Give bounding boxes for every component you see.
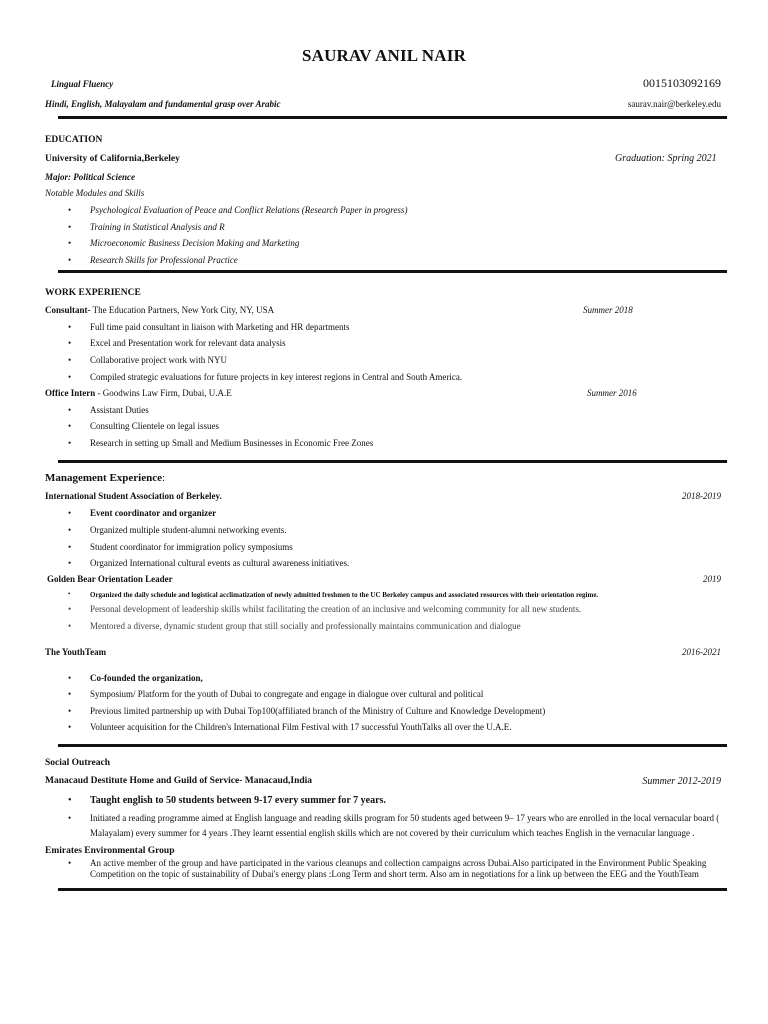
job-date: Summer 2018 — [583, 305, 633, 315]
outreach-heading: Social Outreach — [45, 758, 111, 768]
bullet-icon: • — [68, 508, 72, 518]
bullet-icon: • — [68, 689, 72, 699]
bullet-icon: • — [68, 795, 72, 806]
org-item: Organized multiple student-alumni networking events. — [90, 525, 287, 535]
phone-number: 0015103092169 — [643, 76, 721, 90]
module-item: Psychological Evaluation of Peace and Conflict Relations (Research Paper in progress) — [90, 205, 408, 215]
bullet-icon: • — [68, 813, 72, 823]
section-divider — [58, 460, 727, 463]
bullet-icon: • — [68, 322, 72, 332]
job-org: The Education Partners, New York City, NY, USA — [90, 305, 275, 315]
job-org: - Goodwins Law Firm, Dubai, U.A.E — [95, 388, 232, 398]
outreach-item-line: An active member of the group and have participated in the various cleanups and collection campaigns across Dubai.Also participated in the Environment Public Speaking — [90, 858, 707, 868]
bullet-icon: • — [68, 438, 72, 448]
org-item: Organized International cultural events as cultural awareness initiatives. — [90, 558, 350, 568]
org-date: 2019 — [703, 574, 721, 584]
bullet-icon: • — [68, 222, 72, 232]
org-title: International Student Association of Berkeley. — [45, 491, 222, 501]
bullet-icon: • — [68, 604, 72, 614]
org-item: Event coordinator and organizer — [90, 508, 217, 518]
bullet-icon: • — [68, 673, 72, 683]
org-item: Organized the daily schedule and logistical acclimatization of newly admitted freshmen to the UC Berkeley campus and associated resources with their orientation regime. — [90, 591, 599, 599]
section-divider — [58, 270, 727, 273]
org-title: Golden Bear Orientation Leader — [47, 574, 173, 584]
bullet-icon: • — [68, 706, 72, 716]
org-title: Manacaud Destitute Home and Guild of Service- Manacaud,India — [45, 776, 313, 786]
org-item: Symposium/ Platform for the youth of Dubai to congregate and engage in dialogue over cultural and political — [90, 689, 484, 699]
bullet-icon: • — [68, 558, 72, 568]
job-item: Collaborative project work with NYU — [90, 355, 227, 365]
org-title: The YouthTeam — [45, 647, 107, 657]
bullet-icon: • — [68, 255, 72, 265]
lingual-fluency-title: Lingual Fluency — [51, 79, 114, 89]
job-item: Research in setting up Small and Medium Businesses in Economic Free Zones — [90, 438, 374, 448]
graduation-date: Graduation: Spring 2021 — [615, 153, 717, 164]
education-heading: EDUCATION — [45, 135, 103, 145]
org-date: Summer 2012-2019 — [642, 776, 721, 787]
org-date: 2016-2021 — [682, 647, 721, 657]
section-divider — [58, 116, 727, 119]
bullet-icon: • — [68, 542, 72, 552]
org-title: Emirates Environmental Group — [45, 846, 175, 856]
bullet-icon: • — [68, 372, 72, 382]
bullet-icon: • — [68, 405, 72, 415]
email-address: saurav.nair@berkeley.edu — [627, 99, 721, 109]
bullet-icon: • — [68, 621, 72, 631]
work-heading: WORK EXPERIENCE — [45, 288, 141, 298]
management-heading — [45, 472, 165, 484]
outreach-item: Taught english to 50 students between 9-17 every summer for 7 years. — [90, 795, 386, 806]
section-divider — [58, 744, 727, 747]
bullet-icon: • — [68, 421, 72, 431]
job-role: Consultant- — [45, 305, 91, 315]
org-date: 2018-2019 — [682, 491, 721, 501]
job-item: Full time paid consultant in liaison with Marketing and HR departments — [90, 322, 350, 332]
section-divider — [58, 888, 727, 891]
candidate-name: SAURAV ANIL NAIR — [301, 46, 467, 65]
bullet-icon: • — [68, 525, 72, 535]
job-role: Office Intern — [45, 388, 96, 398]
org-item: Co-founded the organization, — [90, 673, 203, 683]
bullet-icon: • — [68, 205, 72, 215]
bullet-icon: • — [68, 722, 72, 732]
school-name: University of California,Berkeley — [45, 154, 180, 164]
bullet-icon: • — [68, 338, 72, 348]
lingual-fluency-desc: Hindi, English, Malayalam and fundamental grasp over Arabic — [45, 99, 281, 109]
job-item: Assistant Duties — [90, 405, 149, 415]
bullet-icon: • — [68, 238, 72, 248]
job-title-line — [45, 388, 232, 398]
job-item: Excel and Presentation work for relevant data analysis — [90, 338, 286, 348]
module-item: Research Skills for Professional Practice — [90, 255, 238, 265]
management-heading-text: Management Experience — [45, 472, 162, 484]
job-title-line — [45, 305, 274, 315]
org-item: Mentored a diverse, dynamic student group that still socially and professionally maintains communication and dialogue — [90, 621, 521, 631]
bullet-icon: • — [68, 590, 71, 598]
org-item: Personal development of leadership skills whilst facilitating the creation of an inclusive and welcoming community for all new students. — [90, 604, 582, 614]
module-item: Microeconomic Business Decision Making and Marketing — [90, 238, 300, 248]
outreach-item-line: Initiated a reading programme aimed at English language and reading skills program for 50 students aged between 9– 17 years who are enrolled in the local vernacular board ( — [90, 813, 720, 823]
management-heading-colon: : — [162, 472, 166, 484]
outreach-item-line: Malayalam) every summer for 4 years .They learnt essential english skills which are not covered by their curriculum which teaches English in the vernacular language . — [90, 828, 695, 838]
job-item: Consulting Clientele on legal issues — [90, 421, 219, 431]
modules-title: Notable Modules and Skills — [45, 188, 145, 198]
bullet-icon: • — [68, 355, 72, 365]
job-item: Compiled strategic evaluations for future projects in key interest regions in Central and South America. — [90, 372, 463, 382]
bullet-icon: • — [68, 858, 72, 868]
org-item: Previous limited partnership up with Dubai Top100(affiliated branch of the Ministry of Culture and Knowledge Development) — [90, 706, 546, 716]
org-item: Volunteer acquisition for the Children's International Film Festival with 17 successful YouthTalks all over the U.A.E. — [90, 722, 512, 732]
org-item: Student coordinator for immigration policy symposiums — [90, 542, 293, 552]
outreach-item-line: Competition on the topic of sustainability of Dubai's energy plans :Long Term and short term. Also am in negotiations for a link up between the EEG and the YouthTeam — [90, 869, 699, 879]
job-date: Summer 2016 — [587, 388, 637, 398]
module-item: Training in Statistical Analysis and R — [90, 222, 225, 232]
major: Major: Political Science — [45, 172, 135, 182]
